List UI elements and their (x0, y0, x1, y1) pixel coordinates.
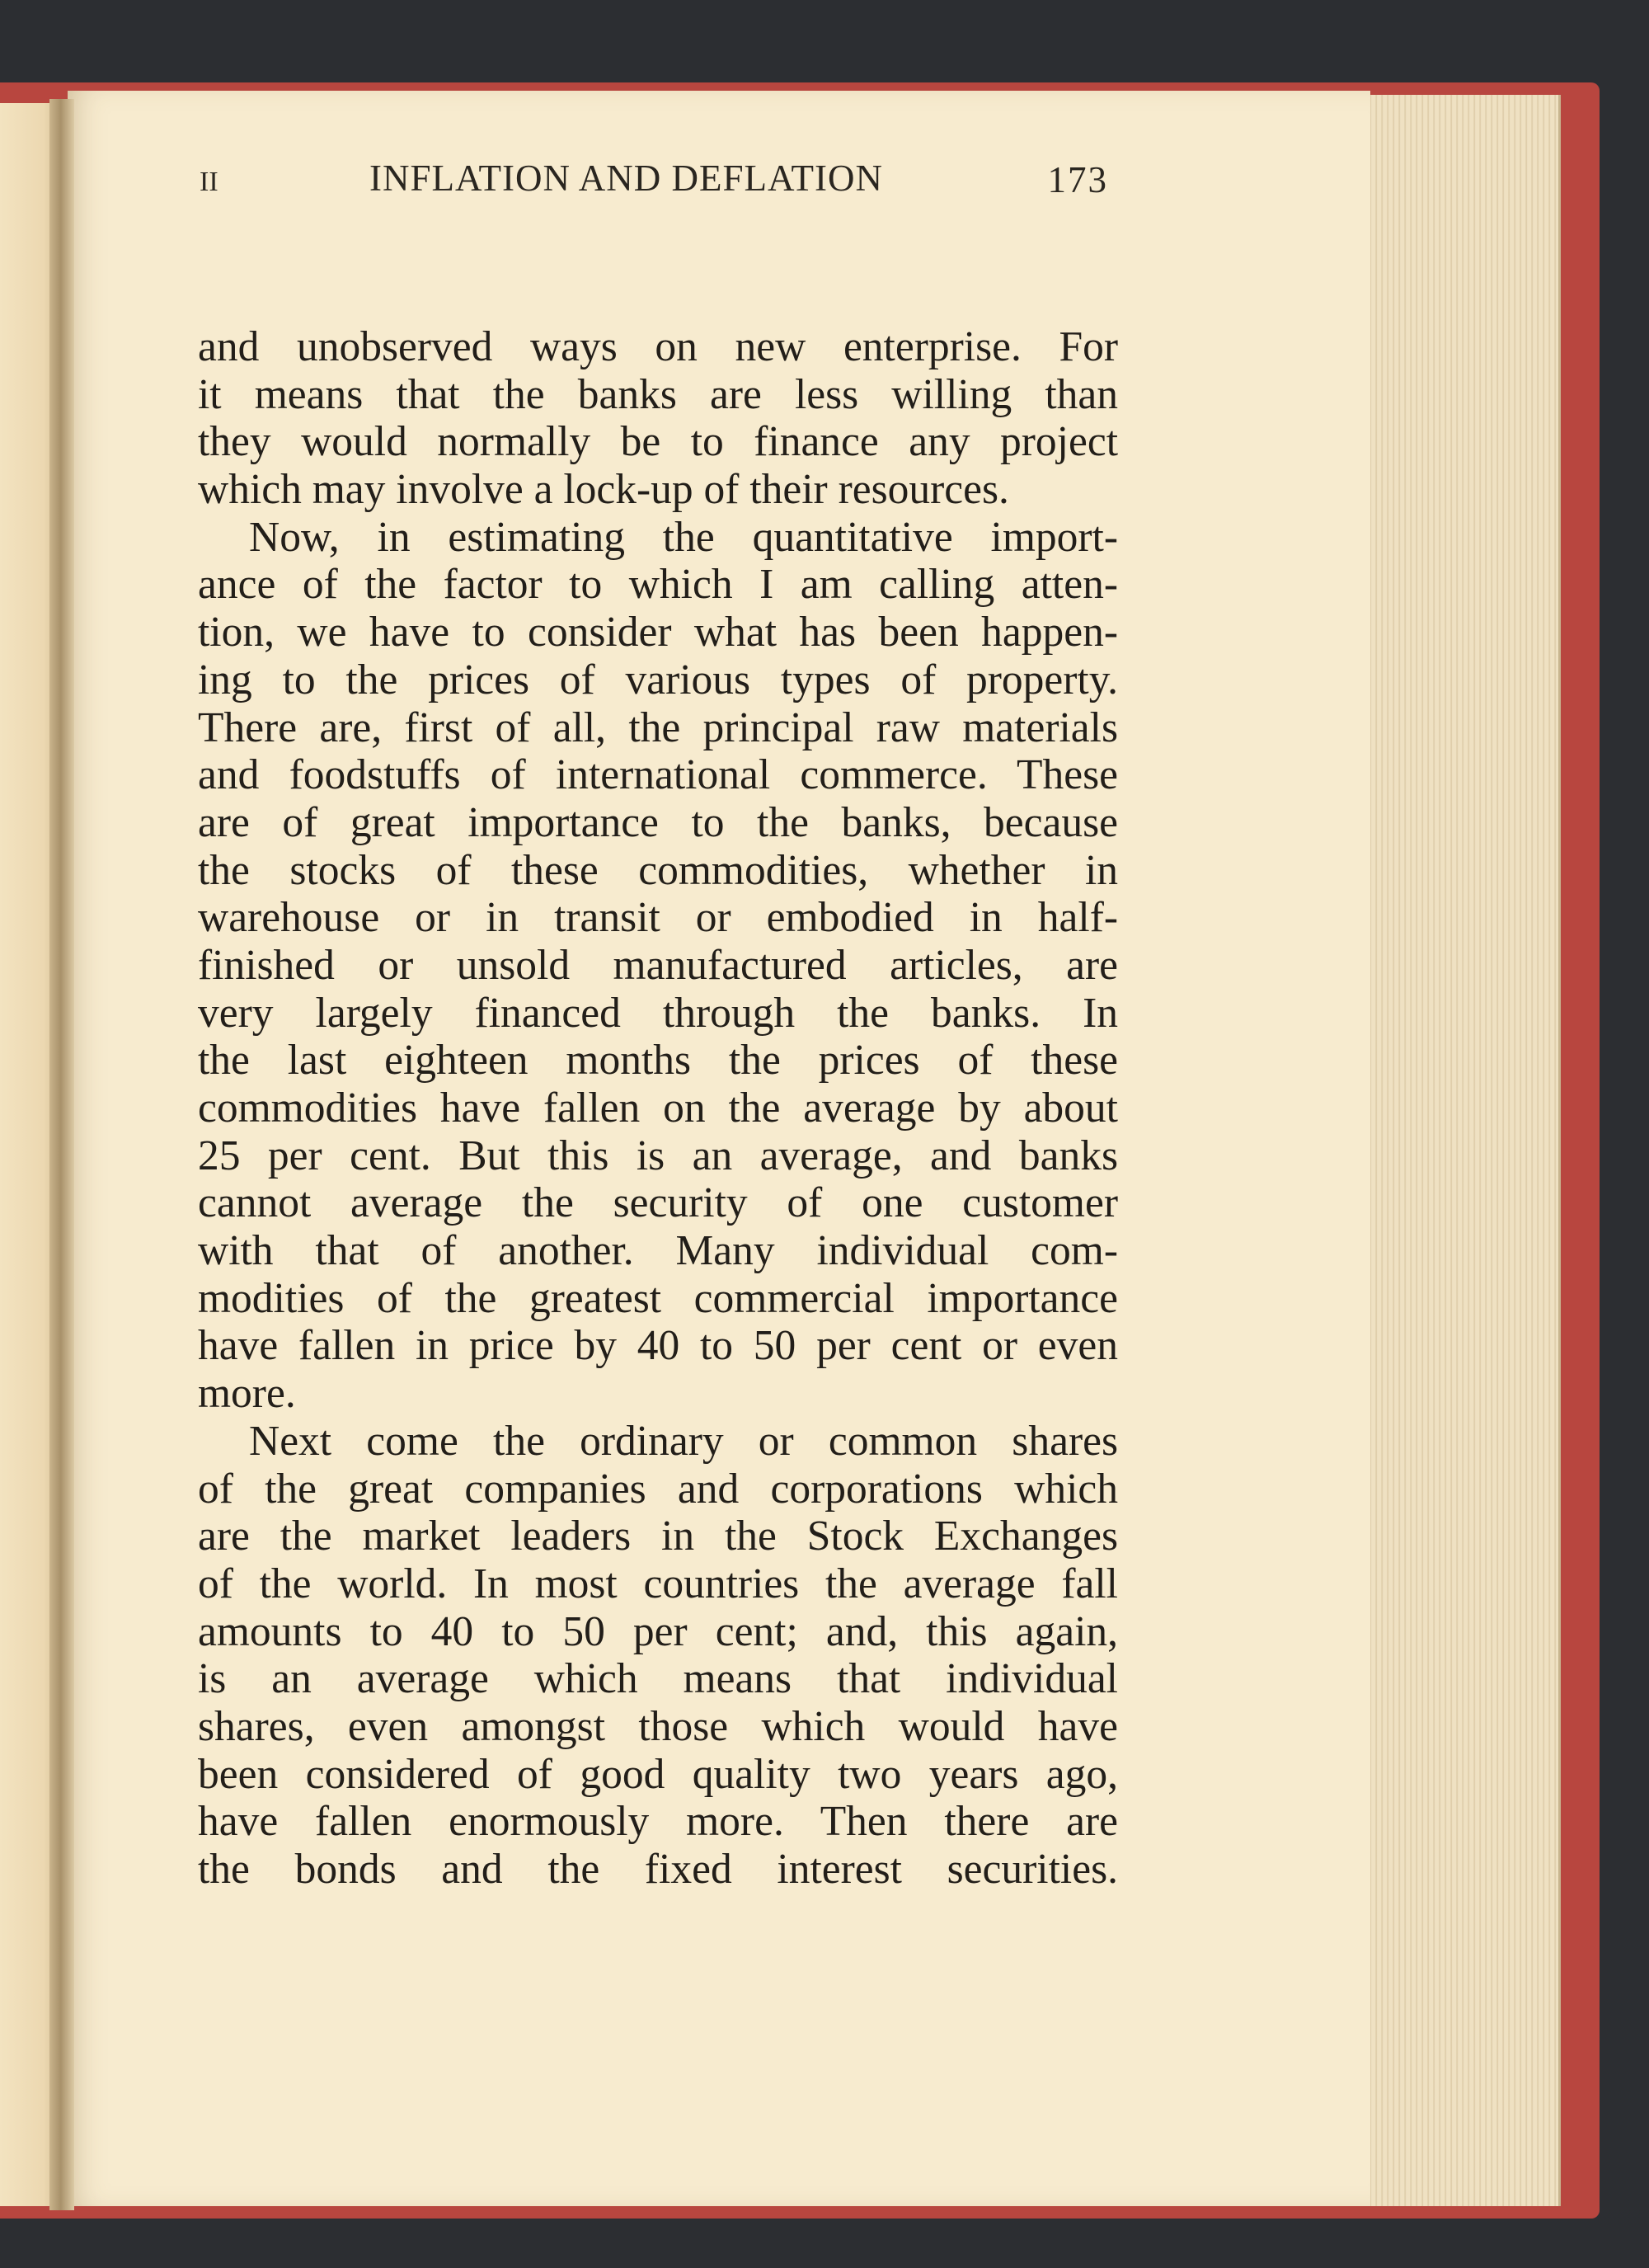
text-line: commodities have fallen on the average by about (198, 1085, 1118, 1132)
text-line: and unobserved ways on new enterprise. For (198, 323, 1118, 370)
text-line: the last eighteen months the prices of these (198, 1037, 1118, 1085)
text-line: ing to the prices of various types of property. (198, 656, 1118, 703)
text-line: with that of another. Many individual com- (198, 1227, 1118, 1275)
text-line: modities of the greatest commercial importance (198, 1274, 1118, 1322)
text-line: 25 per cent. But this is an average, and banks (198, 1132, 1118, 1179)
text-line: been considered of good quality two years ago, (198, 1750, 1118, 1798)
page-number: 173 (1047, 159, 1108, 200)
text-line: have fallen enormously more. Then there are (198, 1798, 1118, 1846)
text-line: of the world. In most countries the average fall (198, 1560, 1118, 1607)
text-line: which may involve a lock-up of their resources. (198, 466, 1009, 514)
page-header (125, 157, 1123, 223)
text-line: shares, even amongst those which would have (198, 1702, 1118, 1750)
paragraph-2 (198, 514, 1118, 1418)
text-line: amounts to 40 to 50 per cent; and, this again, (198, 1607, 1118, 1655)
text-line: more. (198, 1370, 296, 1418)
text-line: very largely financed through the banks. In (198, 989, 1118, 1037)
text-line: warehouse or in transit or embodied in half- (198, 894, 1118, 942)
text-line: and foodstuffs of international commerce. These (198, 751, 1118, 799)
body-text (198, 323, 1118, 1894)
book-gutter (49, 99, 74, 2210)
text-line: have fallen in price by 40 to 50 per cent or even (198, 1322, 1118, 1370)
text-line: is an average which means that individual (198, 1655, 1118, 1703)
running-title: INFLATION AND DEFLATION (369, 158, 883, 199)
text-line: Next come the ordinary or common shares (249, 1417, 1118, 1465)
text-line: are of great importance to the banks, because (198, 798, 1118, 846)
text-line: Now, in estimating the quantitative import- (249, 513, 1118, 561)
text-line: are the market leaders in the Stock Exchanges (198, 1513, 1118, 1560)
text-line: the bonds and the fixed interest securities. (198, 1846, 1118, 1893)
paragraph-1 (198, 323, 1118, 514)
paragraph-3 (198, 1418, 1118, 1894)
text-line: ance of the factor to which I am calling atten- (198, 561, 1118, 609)
text-line: finished or unsold manufactured articles, are (198, 941, 1118, 989)
chapter-number: II (200, 167, 218, 197)
text-line: of the great companies and corporations which (198, 1465, 1118, 1513)
text-line: tion, we have to consider what has been happen- (198, 609, 1118, 656)
text-line: it means that the banks are less willing than (198, 370, 1118, 418)
text-line: There are, first of all, the principal raw materials (198, 703, 1118, 751)
text-line: they would normally be to finance any project (198, 418, 1118, 466)
text-line: the stocks of these commodities, whether in (198, 846, 1118, 894)
text-line: cannot average the security of one customer (198, 1179, 1118, 1227)
page-edges (1360, 95, 1561, 2206)
